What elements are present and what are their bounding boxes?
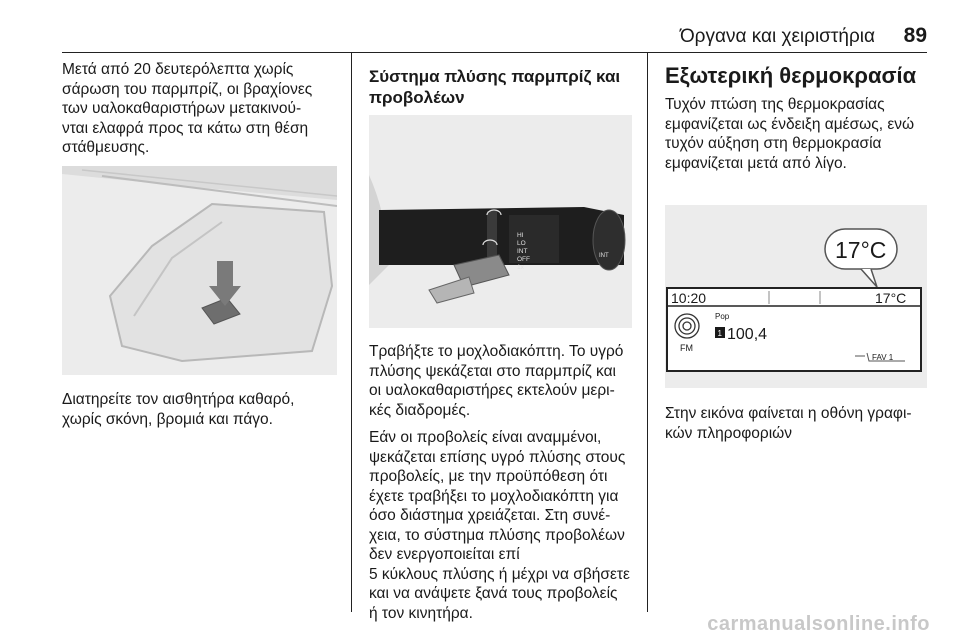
- column-divider-1: [351, 52, 352, 612]
- column-2-body: [369, 342, 641, 623]
- callout-temperature: 17°C: [835, 237, 887, 263]
- header-divider: [62, 52, 927, 53]
- col1-para2: Διατηρείτε τον αισθητήρα καθαρό, χωρίς σκόνη, βρομιά και πάγο.: [62, 391, 295, 428]
- stalk-label-lo: LO: [517, 240, 526, 247]
- page-number: 89: [903, 24, 927, 47]
- col3-para2: Στην εικόνα φαίνεται η οθόνη γραφι- κών πληροφοριών: [665, 405, 912, 442]
- col2-para1: Τραβήξτε το μοχλοδιακόπτη. Το υγρό πλύσης ψεκάζεται στο παρμπρίζ και οι υαλοκαθαριστήρες εκτελούν μερι- κές διαδρομές.: [369, 343, 624, 419]
- column-1: [62, 60, 344, 158]
- column-2: [369, 66, 641, 108]
- wiper-stalk-figure: [369, 115, 632, 328]
- display-time: 10:20: [671, 290, 707, 306]
- column-divider-2: [647, 52, 648, 612]
- col3-para1: Τυχόν πτώση της θερμοκρασίας εμφανίζεται ως ένδειξη αμέσως, ενώ τυχόν αύξηση στη θερμοκρασία εμφανίζεται μετά από λίγο.: [665, 96, 915, 172]
- column-3: [665, 63, 935, 173]
- header-title: Όργανα και χειριστήρια: [679, 26, 875, 47]
- col1-para1: Μετά από 20 δευτερόλεπτα χωρίς σάρωση του παρμπρίζ, οι βραχίονες των υαλοκαθαριστήρων μετακινού- νται ελαφρά προς τα κάτω στη θέση στάθμευσης.: [62, 61, 313, 156]
- col2-para2: Εάν οι προβολείς είναι αναμμένοι, ψεκάζεται επίσης υγρό πλύσης στους προβολείς, με την προϋπόθεση ότι έχετε τραβήξει το μοχλοδιακόπτη για όσο διάστημα χρειάζεται. Στη συνέ- χεια, το σύστημα πλύσης προβολέων δεν ενεργοποιείται επί 5 κύκλους πλύσης ή μέχρι να σβήσετε και να ανάψετε ξανά τους προβολείς ή τον κινητήρα.: [369, 429, 630, 622]
- display-genre: Pop: [715, 312, 730, 321]
- stalk-label-spray-int: INT: [599, 253, 609, 259]
- display-temperature: 17°C: [875, 290, 907, 306]
- display-preset: 1: [717, 329, 722, 338]
- washer-heading: Σύστημα πλύσης παρμπρίζ και προβολέων: [369, 67, 621, 107]
- stalk-label-1x: 1x: [517, 264, 524, 271]
- stalk-label-hi: HI: [517, 232, 524, 239]
- outside-temp-heading: Εξωτερική θερμοκρασία: [665, 63, 917, 88]
- rain-sensor-figure: [62, 166, 337, 375]
- watermark: carmanualsonline.info: [707, 613, 930, 635]
- stalk-label-off: OFF: [517, 256, 530, 263]
- column-3-bottom: [665, 404, 935, 443]
- column-1-bottom: [62, 390, 344, 429]
- display-frequency: 100,4: [727, 326, 768, 343]
- display-band: FM: [680, 343, 693, 353]
- info-display-figure: [665, 205, 927, 388]
- stalk-label-int: INT: [517, 248, 528, 255]
- display-fav: FAV 1: [872, 353, 894, 362]
